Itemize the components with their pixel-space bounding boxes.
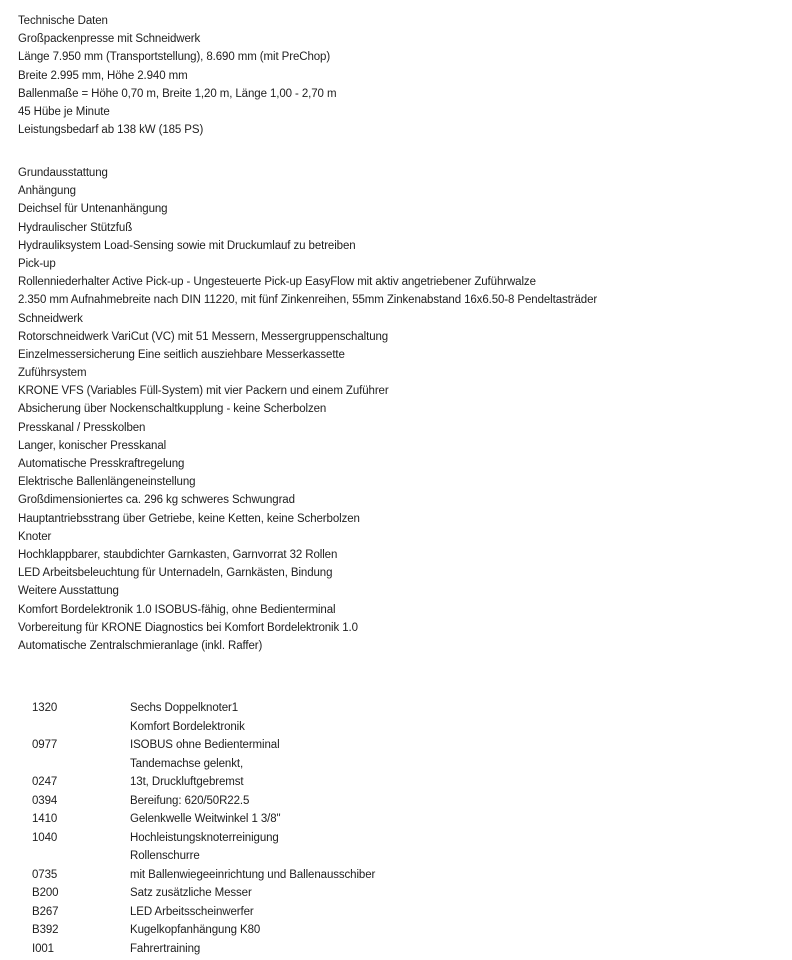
spec-line: Elektrische Ballenlängeneinstellung — [18, 476, 196, 489]
spec-line: Breite 2.995 mm, Höhe 2.940 mm — [18, 69, 188, 82]
spec-line: Langer, konischer Presskanal — [18, 439, 167, 452]
option-code — [32, 847, 130, 866]
spec-line: Vorbereitung für KRONE Diagnostics bei Komfort Bordelektronik 1.0 — [18, 621, 358, 634]
spec-line: Hydraulischer Stützfuß — [18, 221, 133, 234]
table-row — [32, 903, 375, 922]
standard-equipment-section — [18, 164, 597, 655]
option-description: Fahrertraining — [130, 942, 201, 955]
spec-line: Ballenmaße = Höhe 0,70 m, Breite 1,20 m, Länge 1,00 - 2,70 m — [18, 87, 337, 100]
option-code: 1040 — [32, 831, 58, 844]
section-heading: Technische Daten — [18, 15, 108, 27]
option-code: 1410 — [32, 813, 58, 825]
table-row — [32, 921, 375, 940]
option-code: 0394 — [32, 794, 58, 807]
spec-line: Komfort Bordelektronik 1.0 ISOBUS-fähig, ohne Bedienterminal — [18, 603, 336, 616]
option-code: B200 — [32, 887, 59, 899]
spec-line: Länge 7.950 mm (Transportstellung), 8.690 mm (mit PreChop) — [18, 51, 331, 64]
table-row — [32, 699, 375, 718]
option-description: Sechs Doppelknoter1 — [130, 702, 239, 714]
subsection-heading: Knoter — [18, 530, 52, 543]
option-description: Satz zusätzliche Messer — [130, 887, 252, 899]
option-description: Rollenschurre — [130, 850, 200, 862]
table-row — [32, 884, 375, 903]
spec-line: Deichsel für Untenanhängung — [18, 203, 168, 216]
section-heading: Grundausstattung — [18, 167, 108, 179]
spec-line: Absicherung über Nockenschaltkupplung - keine Scherbolzen — [18, 403, 327, 416]
option-code: B267 — [32, 905, 59, 918]
option-code: B392 — [32, 924, 59, 936]
spec-line: LED Arbeitsbeleuchtung für Unternadeln, Garnkästen, Bindung — [18, 567, 333, 580]
option-description: Komfort Bordelektronik — [130, 720, 245, 733]
spec-line: Automatische Presskraftregelung — [18, 458, 185, 470]
spec-line: Einzelmessersicherung Eine seitlich ausziehbare Messerkassette — [18, 348, 345, 361]
spec-line: Automatische Zentralschmieranlage (inkl. Raffer) — [18, 639, 263, 652]
spec-line: Leistungsbedarf ab 138 kW (185 PS) — [18, 124, 204, 137]
subsection-heading: Weitere Ausstattung — [18, 585, 119, 598]
spec-line: Hochklappbarer, staubdichter Garnkasten, Garnvorrat 32 Rollen — [18, 548, 338, 561]
spec-line: KRONE VFS (Variables Füll-System) mit vier Packern und einem Zuführer — [18, 385, 389, 398]
table-row — [32, 718, 375, 737]
technical-data-section — [18, 12, 336, 139]
table-row — [32, 755, 375, 774]
subsection-heading: Schneidwerk — [18, 312, 83, 325]
option-description: 13t, Druckluftgebremst — [130, 776, 244, 788]
table-row — [32, 773, 375, 792]
spec-line: 45 Hübe je Minute — [18, 105, 110, 118]
table-row — [32, 792, 375, 811]
spec-line: Großdimensioniertes ca. 296 kg schweres Schwungrad — [18, 494, 295, 507]
subsection-heading: Presskanal / Presskolben — [18, 421, 146, 434]
option-description: Tandemachse gelenkt, — [130, 757, 244, 770]
table-row — [32, 829, 375, 848]
option-code — [32, 755, 130, 774]
option-code — [32, 718, 130, 737]
table-row — [32, 810, 375, 829]
option-description: Gelenkwelle Weitwinkel 1 3/8" — [130, 813, 281, 825]
table-row — [32, 940, 375, 959]
option-code: 0247 — [32, 776, 58, 788]
spec-line: Großpackenpresse mit Schneidwerk — [18, 33, 201, 46]
subsection-heading: Zuführsystem — [18, 367, 87, 380]
option-code: 1320 — [32, 702, 58, 714]
option-description: Bereifung: 620/50R22.5 — [130, 794, 250, 807]
option-code: 0977 — [32, 739, 58, 751]
spec-line: Hydrauliksystem Load-Sensing sowie mit Druckumlauf zu betreiben — [18, 239, 356, 252]
spec-line: Rollenniederhalter Active Pick-up - Ungesteuerte Pick-up EasyFlow mit aktiv angetriebener Zuführwalze — [18, 276, 536, 289]
spec-line: Rotorschneidwerk VariCut (VC) mit 51 Messern, Messergruppenschaltung — [18, 330, 389, 343]
table-row — [32, 847, 375, 866]
option-code: 0735 — [32, 868, 58, 881]
option-description: LED Arbeitsscheinwerfer — [130, 905, 254, 918]
subsection-heading: Anhängung — [18, 185, 76, 198]
option-code: I001 — [32, 942, 54, 955]
option-description: Kugelkopfanhängung K80 — [130, 924, 261, 936]
spec-line: Hauptantriebsstrang über Getriebe, keine Ketten, keine Scherbolzen — [18, 512, 360, 525]
subsection-heading: Pick-up — [18, 257, 56, 270]
spec-line: 2.350 mm Aufnahmebreite nach DIN 11220, mit fünf Zinkenreihen, 55mm Zinkenabstand 16x6.50-8 Pendeltasträder — [18, 294, 598, 307]
option-description: ISOBUS ohne Bedienterminal — [130, 739, 280, 751]
options-table — [32, 699, 375, 958]
table-row — [32, 866, 375, 885]
option-description: mit Ballenwiegeeinrichtung und Ballenausschiber — [130, 868, 376, 881]
table-row — [32, 736, 375, 755]
option-description: Hochleistungsknoterreinigung — [130, 831, 279, 844]
